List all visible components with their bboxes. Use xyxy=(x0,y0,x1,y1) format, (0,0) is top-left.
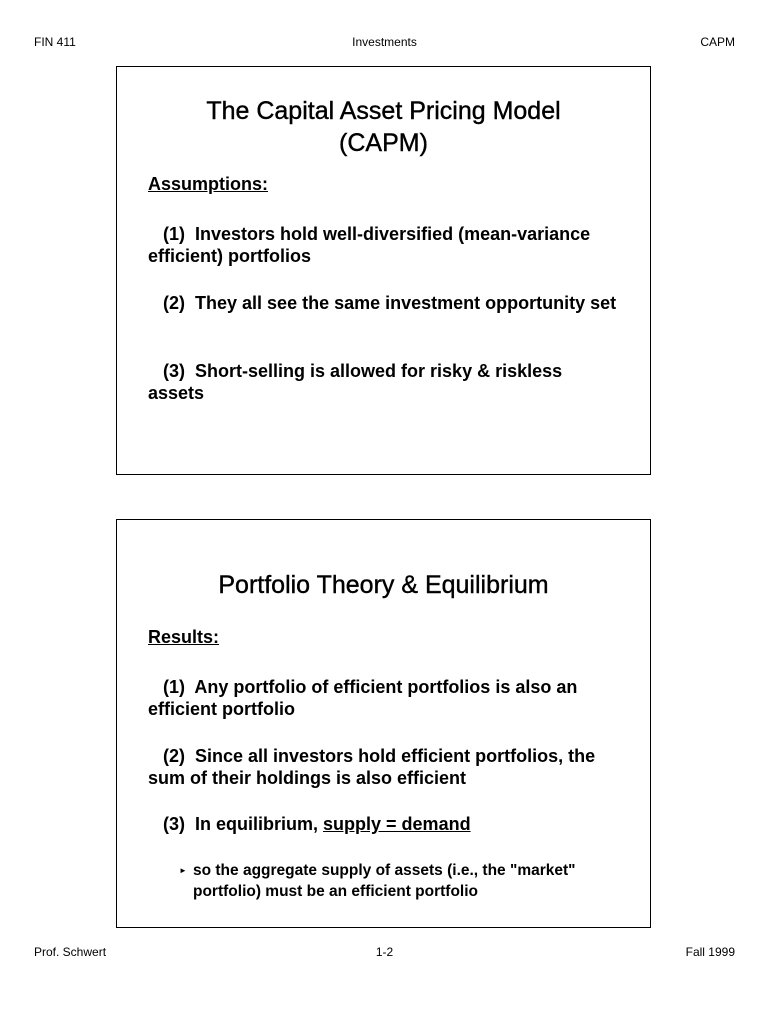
assumption-item xyxy=(148,360,620,404)
item-number: (1) xyxy=(163,677,185,697)
page-number: 1-2 xyxy=(375,945,394,959)
item-text-prefix: In equilibrium, xyxy=(195,814,324,834)
course-code: FIN 411 xyxy=(34,35,76,49)
item-number: (2) xyxy=(163,293,185,313)
result-item xyxy=(148,813,620,835)
supply-demand-text: supply = demand xyxy=(323,814,471,834)
slide-portfolio-theory xyxy=(116,519,651,928)
result-item xyxy=(148,676,620,720)
slide-title-line-1: The Capital Asset Pricing Model xyxy=(206,97,561,125)
slide-title xyxy=(117,95,650,159)
page-header xyxy=(34,35,735,49)
item-text: Any portfolio of efficient portfolios is also an efficient portfolio xyxy=(148,677,578,719)
item-number: (2) xyxy=(163,746,185,766)
slide-title-line-2: (CAPM) xyxy=(339,129,428,157)
term: Fall 1999 xyxy=(685,945,736,959)
slide-title: Portfolio Theory & Equilibrium xyxy=(218,571,549,599)
item-number: (1) xyxy=(163,224,185,244)
result-item xyxy=(148,745,620,789)
page-footer xyxy=(34,945,735,959)
sub-bullet xyxy=(179,860,626,902)
item-text: Short-selling is allowed for risky & riskless assets xyxy=(148,361,563,403)
topic-label: CAPM xyxy=(700,35,736,49)
item-number: (3) xyxy=(163,361,185,381)
item-text: They all see the same investment opportunity set xyxy=(195,293,617,313)
section-label-assumptions: Assumptions: xyxy=(148,174,269,194)
course-title: Investments xyxy=(352,35,417,49)
assumption-item xyxy=(148,223,620,267)
author: Prof. Schwert xyxy=(34,945,107,959)
section-label-results: Results: xyxy=(148,627,220,647)
slide-capm xyxy=(116,66,651,475)
assumption-item xyxy=(148,292,620,314)
triangle-right-icon: ► xyxy=(179,866,187,875)
item-number: (3) xyxy=(163,814,185,834)
item-text: Investors hold well-diversified (mean-variance efficient) portfolios xyxy=(148,224,591,266)
item-text: Since all investors hold efficient portfolios, the sum of their holdings is also efficient xyxy=(148,746,596,788)
sub-bullet-text: so the aggregate supply of assets (i.e., the "market" portfolio) must be an efficient portfolio xyxy=(193,862,576,900)
